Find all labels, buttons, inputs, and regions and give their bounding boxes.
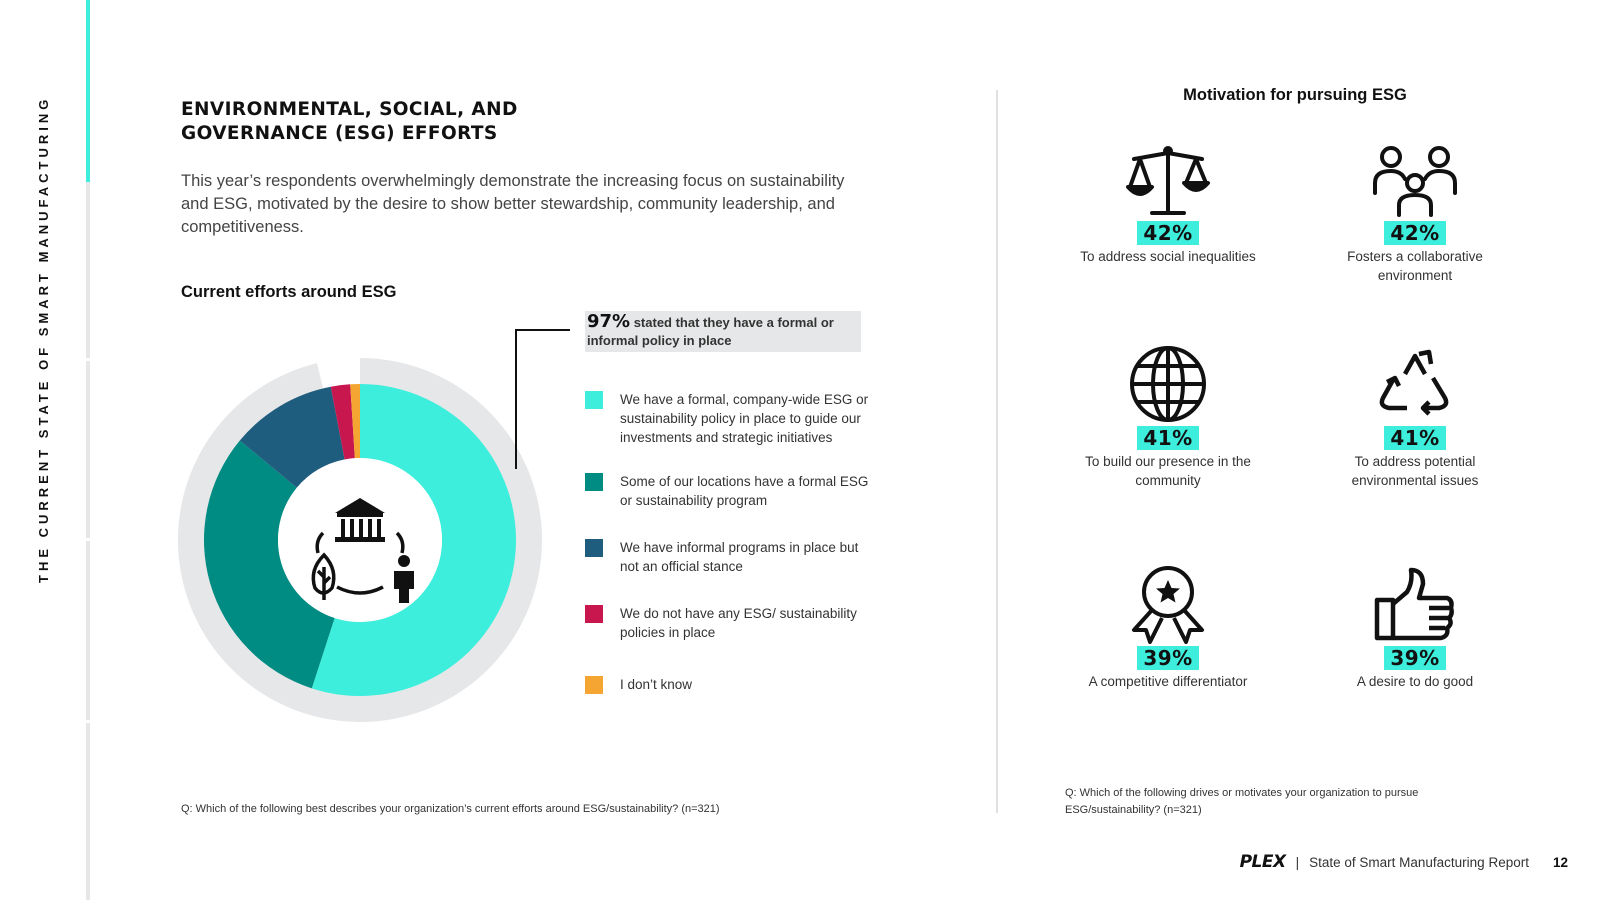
stat-community-presence: [1068, 344, 1268, 490]
legend-swatch: [585, 391, 603, 409]
sidebar-divider: [86, 358, 90, 361]
stat-collaborative-environment: [1315, 143, 1515, 285]
legend-swatch: [585, 473, 603, 491]
column-divider: [996, 90, 998, 813]
footer-separator: |: [1295, 854, 1300, 870]
page-title: [181, 98, 518, 146]
legend-label: We have a formal, company-wide ESG or sustainability policy in place to guide our investments and strategic initiatives: [620, 392, 869, 445]
people-icon: [1371, 143, 1459, 219]
stat-label: Fosters a collaborative environment: [1347, 249, 1483, 283]
plex-logo: PLEX: [1239, 852, 1286, 872]
stat-label: To address social inequalities: [1080, 249, 1256, 264]
callout-connector: [515, 329, 570, 331]
stat-environmental-issues: [1315, 344, 1515, 490]
footer: [1240, 852, 1568, 872]
esg-donut-chart: [175, 355, 545, 725]
stat-percent: 42%: [1384, 221, 1445, 245]
award-icon: [1126, 564, 1210, 644]
page-title-line: ENVIRONMENTAL, SOCIAL, AND: [181, 99, 518, 120]
page-number: 12: [1552, 854, 1568, 870]
page-title-line: GOVERNANCE (ESG) EFFORTS: [181, 123, 498, 144]
policy-callout: [585, 311, 861, 352]
callout-text: stated that they have a formal or informal policy in place: [587, 315, 834, 348]
section-title-motivation: Motivation for pursuing ESG: [1183, 86, 1407, 104]
stat-percent: 42%: [1137, 221, 1198, 245]
intro-paragraph: This year’s respondents overwhelmingly demonstrate the increasing focus on sustainability and ESG, motivated by the desire to show better stewardship, community leadership, and competitiveness.: [181, 172, 845, 236]
stat-label: A desire to do good: [1356, 674, 1474, 689]
stat-social-inequalities: [1068, 143, 1268, 266]
footer-report-title: State of Smart Manufacturing Report: [1309, 854, 1529, 870]
globe-icon: [1126, 344, 1210, 424]
stat-percent: 41%: [1384, 426, 1445, 450]
survey-question-right: Q: Which of the following drives or motivates your organization to pursue ESG/sustainability? (n=321): [1065, 787, 1419, 816]
stat-percent: 41%: [1137, 426, 1198, 450]
thumbs-up-icon: [1373, 564, 1457, 644]
legend-label: We have informal programs in place but not an official stance: [620, 540, 859, 574]
stat-competitive-differentiator: [1068, 564, 1268, 691]
callout-connector: [515, 329, 517, 469]
sidebar-divider: [86, 538, 90, 541]
legend-swatch: [585, 676, 603, 694]
stat-desire-to-do-good: [1315, 564, 1515, 691]
section-title-current-efforts: Current efforts around ESG: [181, 283, 397, 301]
legend-swatch: [585, 605, 603, 623]
legend-label: Some of our locations have a formal ESG or sustainability program: [620, 474, 869, 508]
sidebar-title: THE CURRENT STATE OF SMART MANUFACTURING: [36, 95, 51, 583]
stat-percent: 39%: [1384, 646, 1445, 670]
survey-question-left: Q: Which of the following best describes your organization’s current efforts around ESG/sustainability? (n=321): [181, 803, 720, 815]
stat-label: To address potential environmental issues: [1351, 454, 1479, 488]
stat-label: A competitive differentiator: [1088, 674, 1248, 689]
callout-percent: 97%: [587, 311, 631, 332]
stat-percent: 39%: [1137, 646, 1198, 670]
sidebar-active-section[interactable]: [86, 0, 90, 182]
sidebar-divider: [86, 720, 90, 723]
scales-icon: [1126, 143, 1210, 219]
recycle-icon: [1373, 344, 1457, 424]
legend-swatch: [585, 539, 603, 557]
stat-label: To build our presence in the community: [1085, 454, 1251, 488]
legend-label: We do not have any ESG/ sustainability policies in place: [620, 606, 857, 640]
legend-label: I don’t know: [620, 677, 693, 692]
